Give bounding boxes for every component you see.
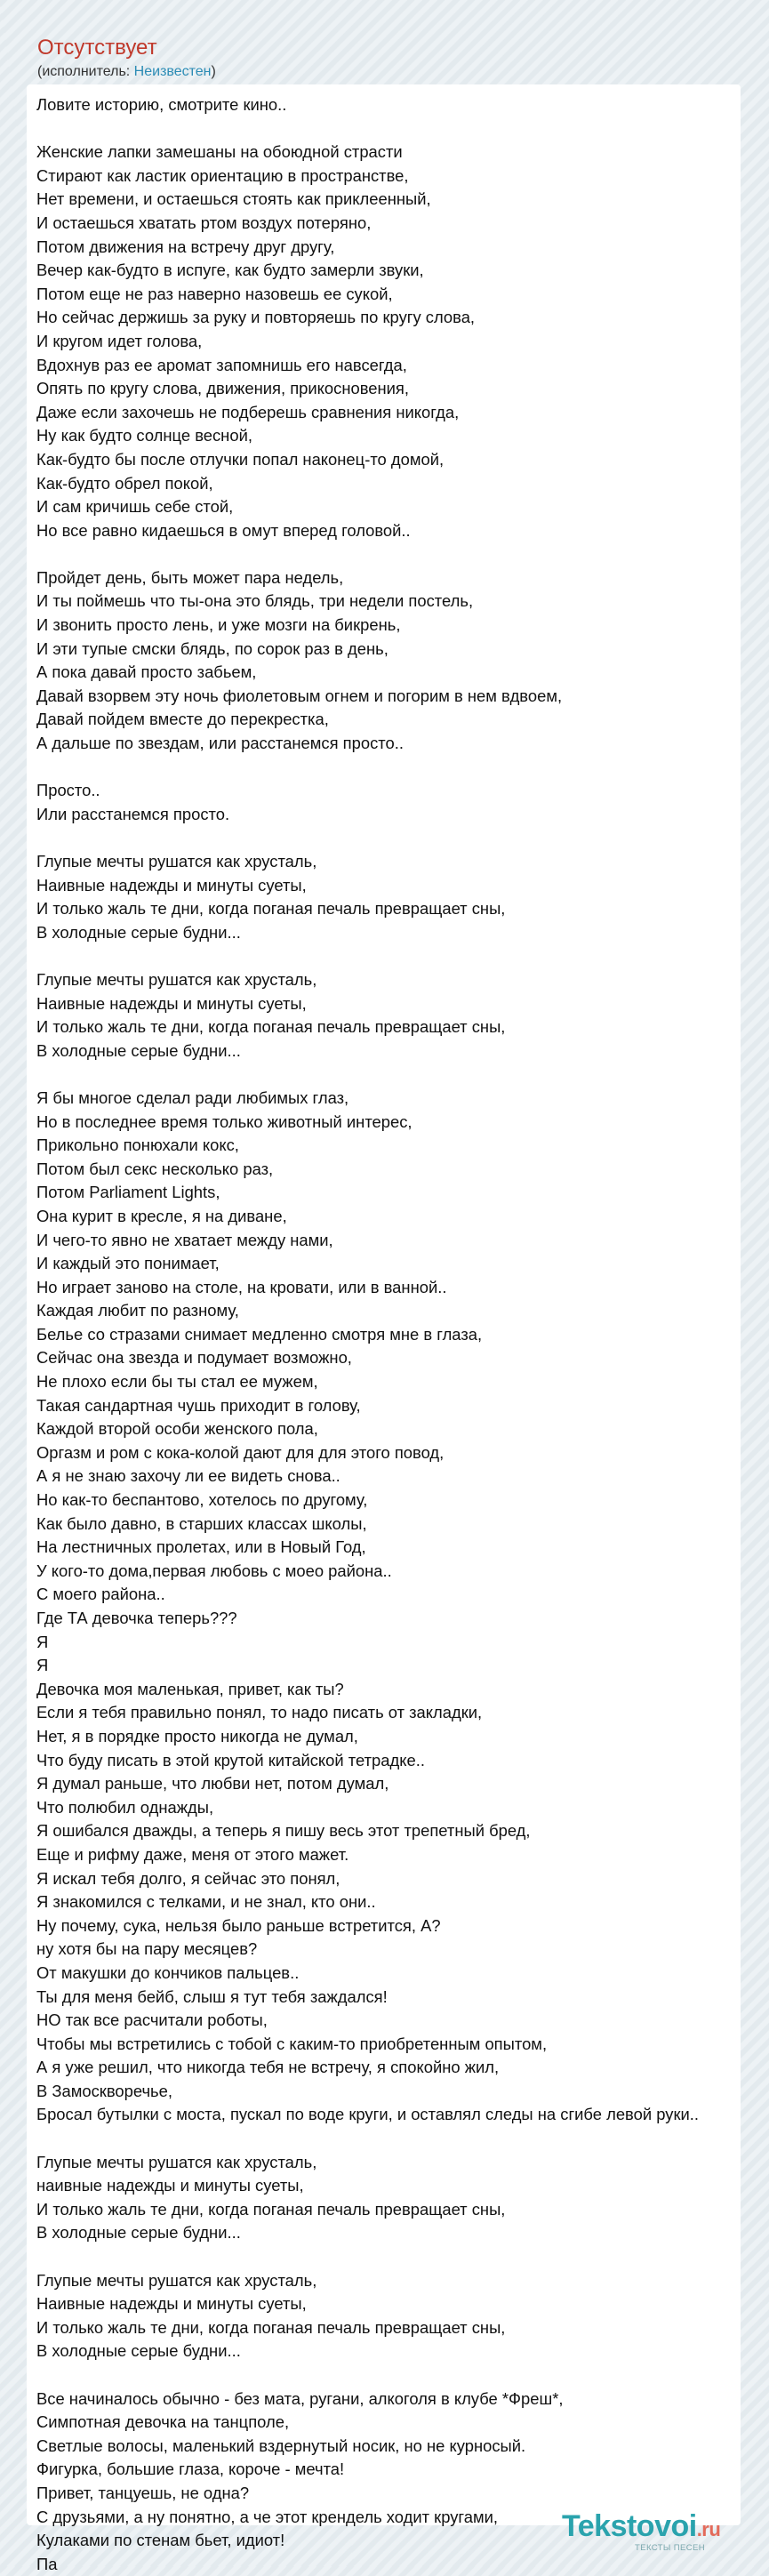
song-header bbox=[0, 0, 769, 89]
artist-line bbox=[37, 64, 216, 80]
artist-suffix: ) bbox=[211, 64, 216, 79]
logo-domain: .ru bbox=[696, 2518, 721, 2540]
lyrics-text: Ловите историю, смотрите кино.. Женские лапки замешаны на обоюдной страсти Стирают как ластик ориентацию в пространстве, Нет времени, и остаешься стоять как приклеенный, И остаешься хватать ртом воздух потеряно, Потом движения на встречу друг другу, Вечер как-будто в испуге, как будто замерли звуки, Потом еще не раз наверно назовешь ее сукой, Но сейчас держишь за руку и повторяешь по кругу слова, И кругом идет голова, Вдохнув раз ее аромат запомнишь его навсегда, Опять по кругу слова, движения, прикосновения, Даже если захочешь не подберешь сравнения никогда, Ну как будто солнце весной, Как-будто бы после отлучки попал наконец-то домой, Как-будто обрел покой, И сам кричишь себе стой, Но все равно кидаешься в омут вперед головой.. Пройдет день, быть может пара недель, И ты поймешь что ты-она это блядь, три недели постель, И звонить просто лень, и уже мозги на бикрень, И эти тупые смски блядь, по сорок раз в день, А пока давай просто забьем, Давай взорвем эту ночь фиолетовым огнем и погорим в нем вдвоем, Давай пойдем вместе до перекрестка, А дальше по звездам, или расстанемся просто.. Просто.. Или расстанемся просто. Глупые мечты рушатся как хрусталь, Наивные надежды и минуты суеты, И только жаль те дни, когда поганая печаль превращает сны, В холодные серые будни... Глупые мечты рушатся как хрусталь, Наивные надежды и минуты суеты, И только жаль те дни, когда поганая печаль превращает сны, В холодные серые будни... Я бы многое сделал ради любимых глаз, Но в последнее время только животный интерес, Прикольно понюхали кокс, Потом был секс несколько раз, Потом Parliament Lights, Она курит в кресле, я на диване, И чего-то явно не хватает между нами, И каждый это понимает, Но играет заново на столе, на кровати, или в ванной.. Каждая любит по разному, Белье со стразами снимает медленно смотря мне в глаза, Сейчас она звезда и подумает возможно, Не плохо если бы ты стал ее мужем, Такая сандартная чушь приходит в голову, Каждой второй особи женского пола, Оргазм и ром с кока-колой дают для для этого повод, А я не знаю захочу ли ее видеть снова.. Но как-то беспантово, хотелось по другому, Как было давно, в старших классах школы, На лестничных пролетах, или в Новый Год, У кого-то дома,первая любовь с моео района.. С моего района.. Где ТА девочка теперь??? Я Я Девочка моя маленькая, привет, как ты? Если я тебя правильно понял, то надо писать от закладки, Нет, я в порядке просто никогда не думал, Что буду писать в этой крутой китайской тетрадке.. Я думал раньше, что любви нет, потом думал, Что полюбил однажды, Я ошибался дважды, а теперь я пишу весь этот трепетный бред, Еще и рифму даже, меня от этого мажет. Я искал тебя долго, я сейчас это понял, Я знакомился с телками, и не знал, кто они.. Ну почему, сука, нельзя было раньше встретится, А? ну хотя бы на пару месяцев? От макушки до кончиков пальцев.. Ты для меня бейб, слыш я тут тебя заждался! НО так все расчитали роботы, Чтобы мы встретились с тобой с каким-то приобретенным опытом, А я уже решил, что никогда тебя не встречу, я спокойно жил, В Замоскворечье, Бросал бутылки с моста, пускал по воде круги, и оставлял следы на сгибе левой руки.. Глупые мечты рушатся как хрусталь, наивные надежды и минуты суеты, И только жаль те дни, когда поганая печаль превращает сны, В холодные серые будни... Глупые мечты рушатся как хрусталь, Наивные надежды и минуты суеты, И только жаль те дни, когда поганая печаль превращает сны, В холодные серые будни... Все начиналось обычно - без мата, ругани, алкоголя в клубе *Фреш*, Симпотная девочка на танцполе, Светлые волосы, маленький вздернутый носик, но не курносый. Фигурка, большие глаза, короче - мечта! Привет, танцуешь, не одна? С друзьями, а ну понятно, а че этот крендель ходит кругами, Кулаками по стенам бьет, идиот! Па bbox=[36, 95, 699, 2573]
logo-wordmark bbox=[562, 2509, 720, 2547]
artist-prefix: (исполнитель: bbox=[37, 64, 134, 79]
artist-link[interactable]: Неизвестен bbox=[133, 64, 212, 79]
song-title: Отсутствует bbox=[37, 36, 157, 60]
logo-name: Tekstovoi bbox=[562, 2509, 697, 2543]
site-logo[interactable] bbox=[562, 2509, 762, 2556]
logo-tagline: ТЕКСТЫ ПЕСЕН bbox=[635, 2543, 705, 2553]
